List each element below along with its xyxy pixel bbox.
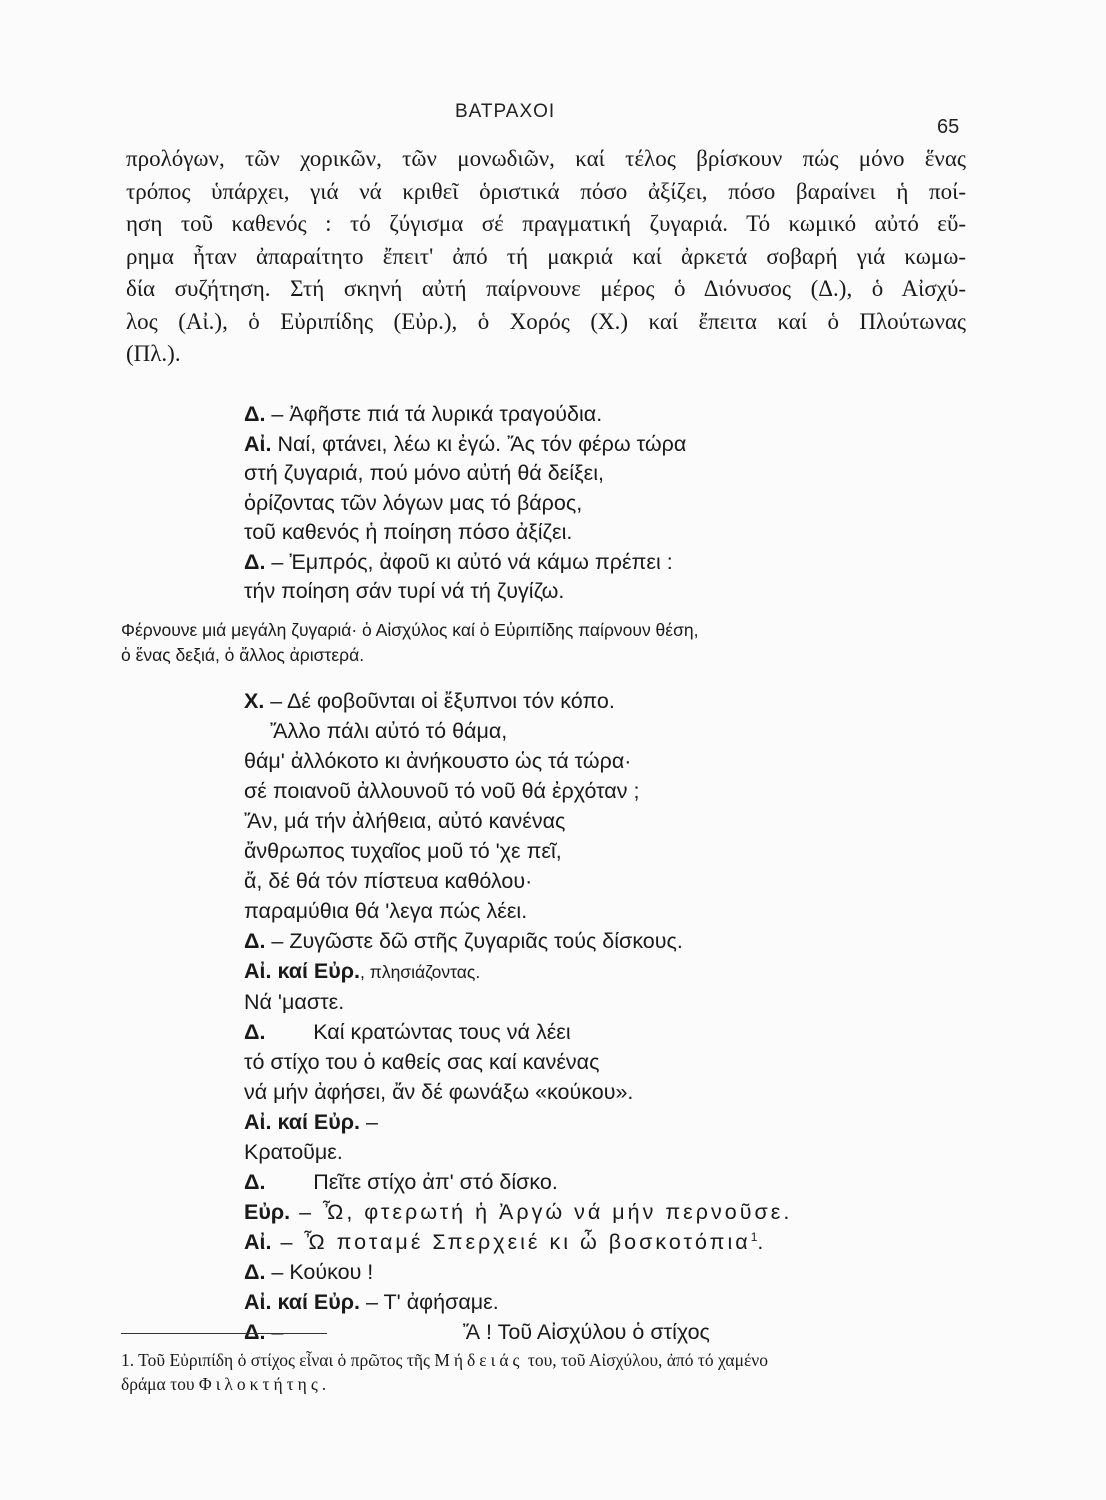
footnote-divider <box>121 1333 327 1334</box>
dialogue-text: θάμ' ἀλλόκοτο κι ἀνήκουστο ὡς τά τώρα· <box>244 749 632 773</box>
footnote-number: 1. <box>121 1350 135 1370</box>
dialogue-line <box>244 1197 792 1227</box>
dialogue-line <box>244 1167 792 1197</box>
dialogue-text: τήν ποίηση σάν τυρί νά τή ζυγίζω. <box>244 579 565 603</box>
dialogue-text: ἄνθρωπος τυχαῖος μοῦ τό 'χε πεῖ, <box>244 839 562 863</box>
footnote-text: δράμα του <box>121 1374 199 1394</box>
dialogue-text: Ναί, φτάνει, λέω κι ἐγώ. Ἄς τόν φέρω τώρα <box>271 431 687 456</box>
dialogue-line <box>244 1077 792 1107</box>
dialogue-text: – Ὦ ποταμέ Σπερχειέ κι ὦ βοσκοτόπια <box>271 1230 751 1254</box>
dialogue-text: – Ἐμπρός, ἀφοῦ κι αὐτό νά κάμω πρέπει : <box>265 549 673 574</box>
dialogue-line <box>244 548 686 578</box>
intro-line: δία συζήτηση. Στή σκηνή αὐτή παίρνουνε μέρος ὁ Διόνυσος (Δ.), ὁ Αἰσχύ- <box>126 276 966 301</box>
speaker-label: Αἰ. <box>244 1230 272 1254</box>
speaker-label: Χ. <box>244 689 265 713</box>
footnote <box>121 1348 966 1396</box>
intro-line: προλόγων, τῶν χορικῶν, τῶν μονωδιῶν, καί τέλος βρίσκουν πώς μόνο ἕνας <box>126 146 966 171</box>
speaker-label: Αἰ. καί Εὐρ. <box>244 1110 361 1134</box>
dialogue-line <box>244 686 792 716</box>
dialogue-text: παραμύθια θά 'λεγα πώς λέει. <box>244 899 528 923</box>
speaker-label: Δ. <box>244 1020 266 1044</box>
footnote-text: Τοῦ Εὐριπίδη ὁ στίχος εἶναι ὁ πρῶτος τῆς <box>134 1350 435 1370</box>
footnote-title: Μήδειάς <box>434 1350 524 1370</box>
speaker-label: Δ. <box>244 402 266 426</box>
speaker-label: Αἰ. καί Εὐρ. <box>244 959 361 983</box>
dialogue-text: σέ ποιανοῦ ἀλλουνοῦ τό νοῦ θά ἐρχόταν ; <box>244 779 640 803</box>
dialogue-text: , πλησιάζοντας. <box>360 962 481 982</box>
speaker-label: Αἰ. καί Εὐρ. <box>244 1290 361 1314</box>
dialogue-line <box>244 1287 792 1317</box>
dialogue-line <box>244 400 686 430</box>
dialogue-text: Ἄλλο πάλι αὐτό τό θάμα, <box>270 719 508 743</box>
dialogue-line <box>244 430 686 460</box>
dialogue-line <box>244 518 686 548</box>
footnote-title: Φιλοκτήτης <box>198 1374 322 1394</box>
page-number: 65 <box>937 116 960 138</box>
dialogue-line <box>244 806 792 836</box>
intro-line: ηση τοῦ καθενός : τό ζύγισμα σέ πραγματική ζυγαριά. Τό κωμικό αὐτό εὕ- <box>126 211 966 236</box>
dialogue-text: – Ὦ, φτερωτή ἡ Ἀργώ νά μήν περνοῦσε. <box>290 1200 793 1224</box>
dialogue-line <box>244 836 792 866</box>
stage-direction <box>121 618 966 668</box>
page-header-title: ΒΑΤΡΑΧΟΙ <box>455 101 556 122</box>
dialogue-line <box>244 459 686 489</box>
dialogue-text: Ἄν, μά τήν ἀλήθεια, αὐτό κανένας <box>244 809 566 833</box>
stage-direction-line: Φέρνουνε μιά μεγάλη ζυγαριά· ὁ Αἰσχύλος καί ὁ Εὐριπίδης παίρνουν θέση, <box>121 620 699 640</box>
dialogue-line <box>244 577 686 607</box>
dialogue-line <box>244 776 792 806</box>
footnote-line <box>121 1372 966 1396</box>
intro-line: ρημα ἦταν ἀπαραίτητο ἔπειτ' ἀπό τή μακριά καί ἀρκετά σοβαρή γιά κωμω- <box>126 243 966 269</box>
dialogue-line <box>244 489 686 519</box>
dialogue-line <box>244 1137 792 1167</box>
dialogue-line <box>244 1047 792 1077</box>
dialogue-line <box>244 1017 792 1047</box>
dialogue-line <box>244 746 792 776</box>
speaker-label: Δ. <box>244 1260 266 1284</box>
dialogue-text: Κρατοῦμε. <box>244 1140 343 1164</box>
dialogue-text: Πεῖτε στίχο ἀπ' στό δίσκο. <box>265 1170 558 1194</box>
speaker-label: Δ. <box>244 1320 266 1344</box>
speaker-label: Δ. <box>244 549 266 574</box>
dialogue-text: Νά 'μαστε. <box>244 990 345 1014</box>
dialogue-line <box>244 987 792 1017</box>
punctuation: . <box>757 1230 764 1254</box>
dialogue-line <box>244 896 792 926</box>
dialogue-line <box>244 716 792 746</box>
dialogue-text: ὁρίζοντας τῶν λόγων μας τό βάρος, <box>244 490 583 515</box>
dialogue-block-1 <box>244 400 686 607</box>
dialogue-line <box>244 926 792 956</box>
dialogue-text: νά μήν ἀφήσει, ἄν δέ φωνάξω «κούκου». <box>244 1080 634 1104</box>
dialogue-line <box>244 1107 792 1137</box>
stage-direction-line: ὁ ἕνας δεξιά, ὁ ἄλλος ἀριστερά. <box>121 645 365 665</box>
dialogue-line <box>244 956 792 987</box>
dialogue-text: – Τ' ἀφήσαμε. <box>360 1290 499 1314</box>
footnote-text: του, τοῦ Αἰσχύλου, ἀπό τό χαμένο <box>523 1350 768 1370</box>
footnote-marker: 1 <box>750 1229 758 1244</box>
dialogue-text: – Ζυγῶστε δῶ στῆς ζυγαριᾶς τούς δίσκους. <box>265 929 683 953</box>
dialogue-text: τό στίχο του ὁ καθείς σας καί κανένας <box>244 1050 600 1074</box>
dialogue-text: – <box>360 1110 378 1134</box>
dialogue-text: – Δέ φοβοῦνται οἱ ἔξυπνοι τόν κόπο. <box>264 689 615 713</box>
dialogue-line <box>244 1317 792 1347</box>
speaker-label: Εὐρ. <box>244 1200 291 1224</box>
dialogue-text: – Κούκου ! <box>265 1260 374 1284</box>
dialogue-line <box>244 866 792 896</box>
footnote-line <box>121 1348 966 1372</box>
dialogue-text: τοῦ καθενός ἡ ποίηση πόσο ἀξίζει. <box>244 520 573 544</box>
speaker-label: Αἰ. <box>244 431 272 456</box>
footnote-text: . <box>321 1374 327 1394</box>
dialogue-block-2 <box>244 686 792 1347</box>
intro-line: (Πλ.). <box>126 341 181 366</box>
intro-paragraph <box>126 143 966 371</box>
dialogue-line <box>244 1257 792 1287</box>
intro-line: τρόπος ὑπάρχει, γιά νά κριθεῖ ὁριστικά πόσο ἀξίζει, πόσο βαραίνει ἡ ποί- <box>126 178 966 204</box>
dialogue-text: – Ἀφῆστε πιά τά λυρικά τραγούδια. <box>265 402 603 426</box>
dialogue-text: – Ἄ ! Τοῦ Αἰσχύλου ὁ στίχος <box>265 1320 710 1344</box>
speaker-label: Δ. <box>244 929 266 953</box>
dialogue-text: ἄ, δέ θά τόν πίστευα καθόλου· <box>244 869 533 893</box>
speaker-label: Δ. <box>244 1170 266 1194</box>
dialogue-text: Καί κρατώντας τους νά λέει <box>265 1020 571 1044</box>
dialogue-text: στή ζυγαριά, πού μόνο αὐτή θά δείξει, <box>244 461 604 485</box>
dialogue-line <box>244 1227 792 1257</box>
intro-line: λος (Αἰ.), ὁ Εὐριπίδης (Εὐρ.), ὁ Χορός (Χ.) καί ἔπειτα καί ὁ Πλούτωνας <box>126 308 966 334</box>
